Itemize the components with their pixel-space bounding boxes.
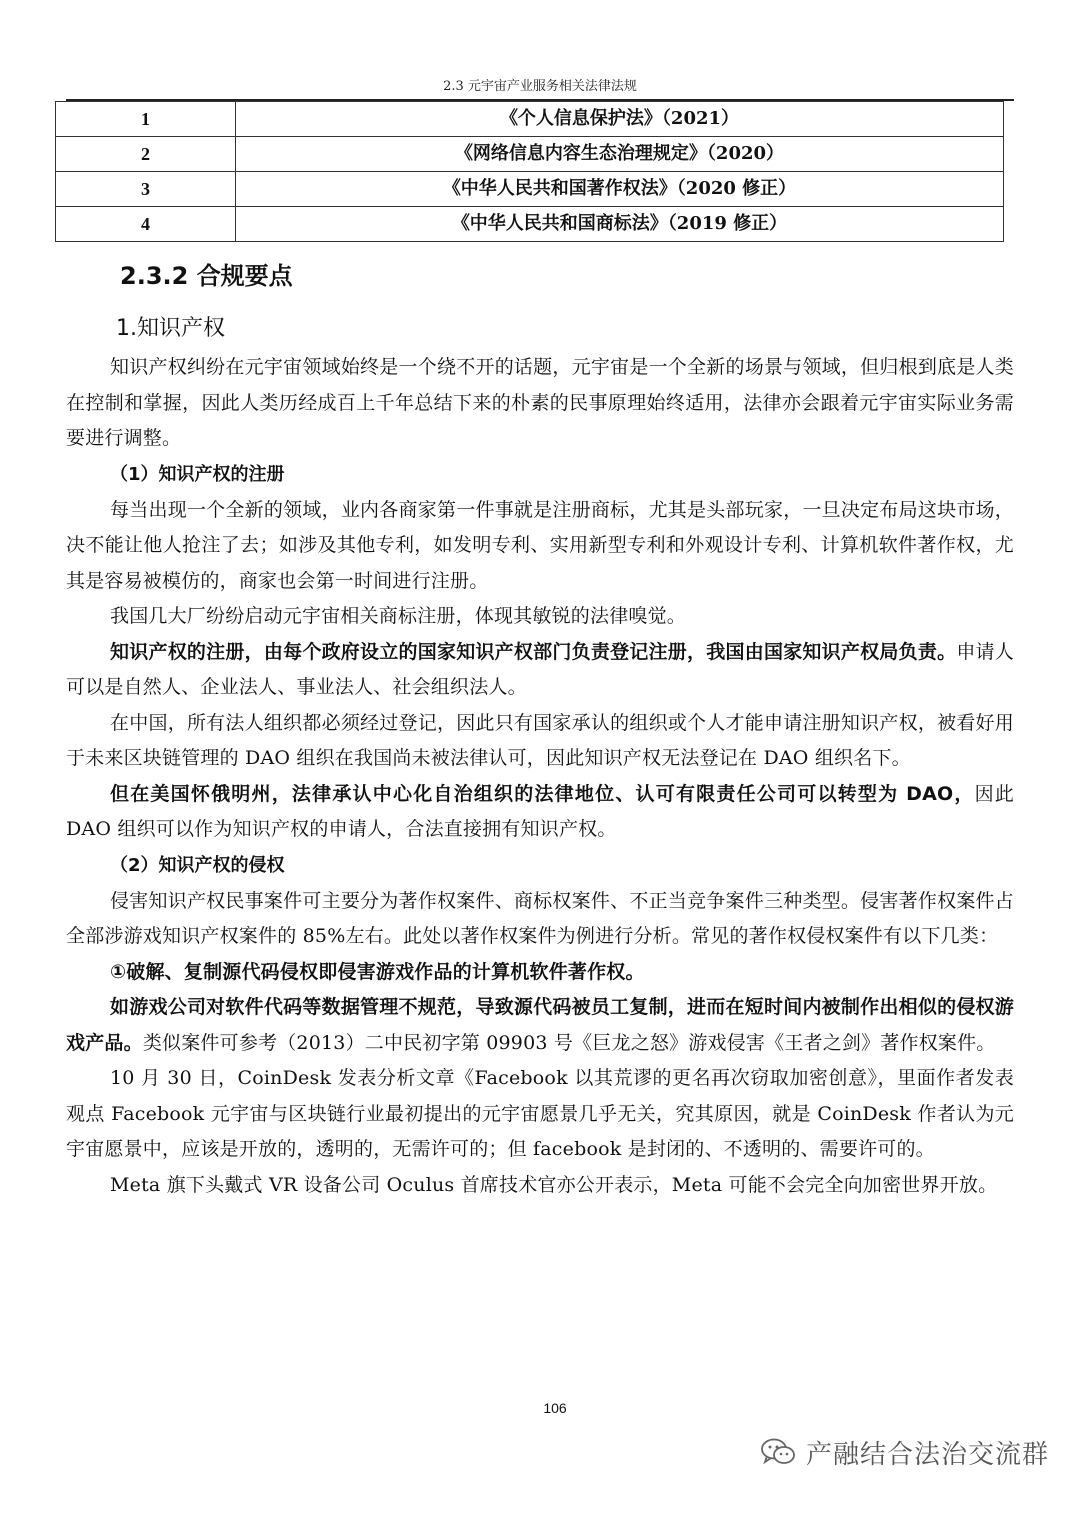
- paragraph: 我国几大厂纷纷启动元宇宙相关商标注册，体现其敏锐的法律嗅觉。: [110, 605, 687, 627]
- paragraph: 10 月 30 日，CoinDesk 发表分析文章《Facebook 以其荒谬的更名再次窃取加密创意》，里面作者发表观点 Facebook 元宇宙与区块链行业最初提出的元宇宙愿景几乎无关，究其原因，就是 CoinDesk 作者认为元宇宙愿景中，应该是开放的，透明的，无需许可的；但 facebook 是封闭的、不透明的、需要许可的。: [66, 1067, 1014, 1160]
- law-table: [55, 101, 1004, 242]
- infringement-heading: （2）知识产权的侵权: [110, 854, 285, 876]
- paragraph-text: 申请人可以是自然人、企业法人、事业法人、社会组织法人。: [66, 640, 1014, 698]
- paragraph: 侵害知识产权民事案件可主要分为著作权案件、商标权案件、不正当竞争案件三种类型。侵害著作权案件占全部涉游戏知识产权案件的 85%左右。此处以著作权案件为例进行分析。常见的著作权侵权案件有以下几类：: [66, 889, 1014, 947]
- table-row: [56, 207, 1004, 242]
- sub-heading: 1.知识产权: [116, 316, 225, 341]
- bold-text: 知识产权的注册，由每个政府设立的国家知识产权部门负责登记注册，我国由国家知识产权局负责。: [110, 640, 957, 663]
- row-number: 4: [56, 207, 236, 242]
- section-heading: 2.3.2 合规要点: [120, 262, 293, 290]
- running-header: 2.3 元宇宙产业服务相关法律法规: [443, 79, 637, 94]
- paragraph: 每当出现一个全新的领域，业内各商家第一件事就是注册商标，尤其是头部玩家，一旦决定布局这块市场，决不能让他人抢注了去；如涉及其他专利，如发明专利、实用新型专利和外观设计专利、计算机软件著作权，尤其是容易被模仿的，商家也会第一时间进行注册。: [66, 498, 1014, 592]
- table-row: [56, 172, 1004, 207]
- registration-heading: （1）知识产权的注册: [110, 463, 285, 485]
- paragraph: [66, 955, 1014, 991]
- bold-text: ①破解、复制源代码侵权即侵害游戏作品的计算机软件著作权。: [110, 960, 645, 983]
- paragraph: Meta 旗下头戴式 VR 设备公司 Oculus 首席技术官亦公开表示，Meta 可能不会完全向加密世界开放。: [110, 1173, 998, 1196]
- watermark: [760, 1432, 1049, 1472]
- row-number: 1: [56, 102, 236, 137]
- law-name: 《中华人民共和国著作权法》（2020 修正）: [236, 172, 1004, 207]
- wechat-icon: [760, 1437, 796, 1467]
- bold-text: 但在美国怀俄明州，法律承认中心化自治组织的法律地位、认可有限责任公司可以转型为 DAO，: [110, 782, 975, 805]
- table-row: [56, 102, 1004, 137]
- row-number: 3: [56, 172, 236, 207]
- intro-paragraph: 知识产权纠纷在元宇宙领域始终是一个绕不开的话题，元宇宙是一个全新的场景与领域，但归根到底是人类在控制和掌握，因此人类历经成百上千年总结下来的朴素的民事原理始终适用，法律亦会跟着元宇宙实际业务需要进行调整。: [66, 356, 1014, 449]
- page-body: [66, 252, 1014, 1203]
- row-number: 2: [56, 137, 236, 172]
- paragraph-text: 类似案件可参考（2013）二中民初字第 09903 号《巨龙之怒》游戏侵害《王者之剑》著作权案件。: [142, 1031, 996, 1054]
- paragraph: [66, 635, 1014, 706]
- paragraph: [66, 777, 1014, 848]
- law-name: 《网络信息内容生态治理规定》（2020）: [236, 137, 1004, 172]
- law-name: 《个人信息保护法》（2021）: [236, 102, 1004, 137]
- law-name: 《中华人民共和国商标法》（2019 修正）: [236, 207, 1004, 242]
- watermark-text: 产融结合法治交流群: [806, 1439, 1050, 1470]
- bold-text: 如游戏公司对软件代码等数据管理不规范，导致源代码被员工复制，进而在短时间内被制作出相似的侵权游戏产品。: [66, 996, 1014, 1054]
- table-row: [56, 137, 1004, 172]
- page-number: 106: [543, 1400, 567, 1416]
- paragraph: [66, 990, 1014, 1061]
- paragraph: 在中国，所有法人组织都必须经过登记，因此只有国家承认的组织或个人才能申请注册知识产权，被看好用于未来区块链管理的 DAO 组织在我国尚未被法律认可，因此知识产权无法登记在 DAO 组织名下。: [66, 711, 1014, 769]
- paragraph-text: 因此 DAO 组织可以作为知识产权的申请人，合法直接拥有知识产权。: [66, 782, 1015, 840]
